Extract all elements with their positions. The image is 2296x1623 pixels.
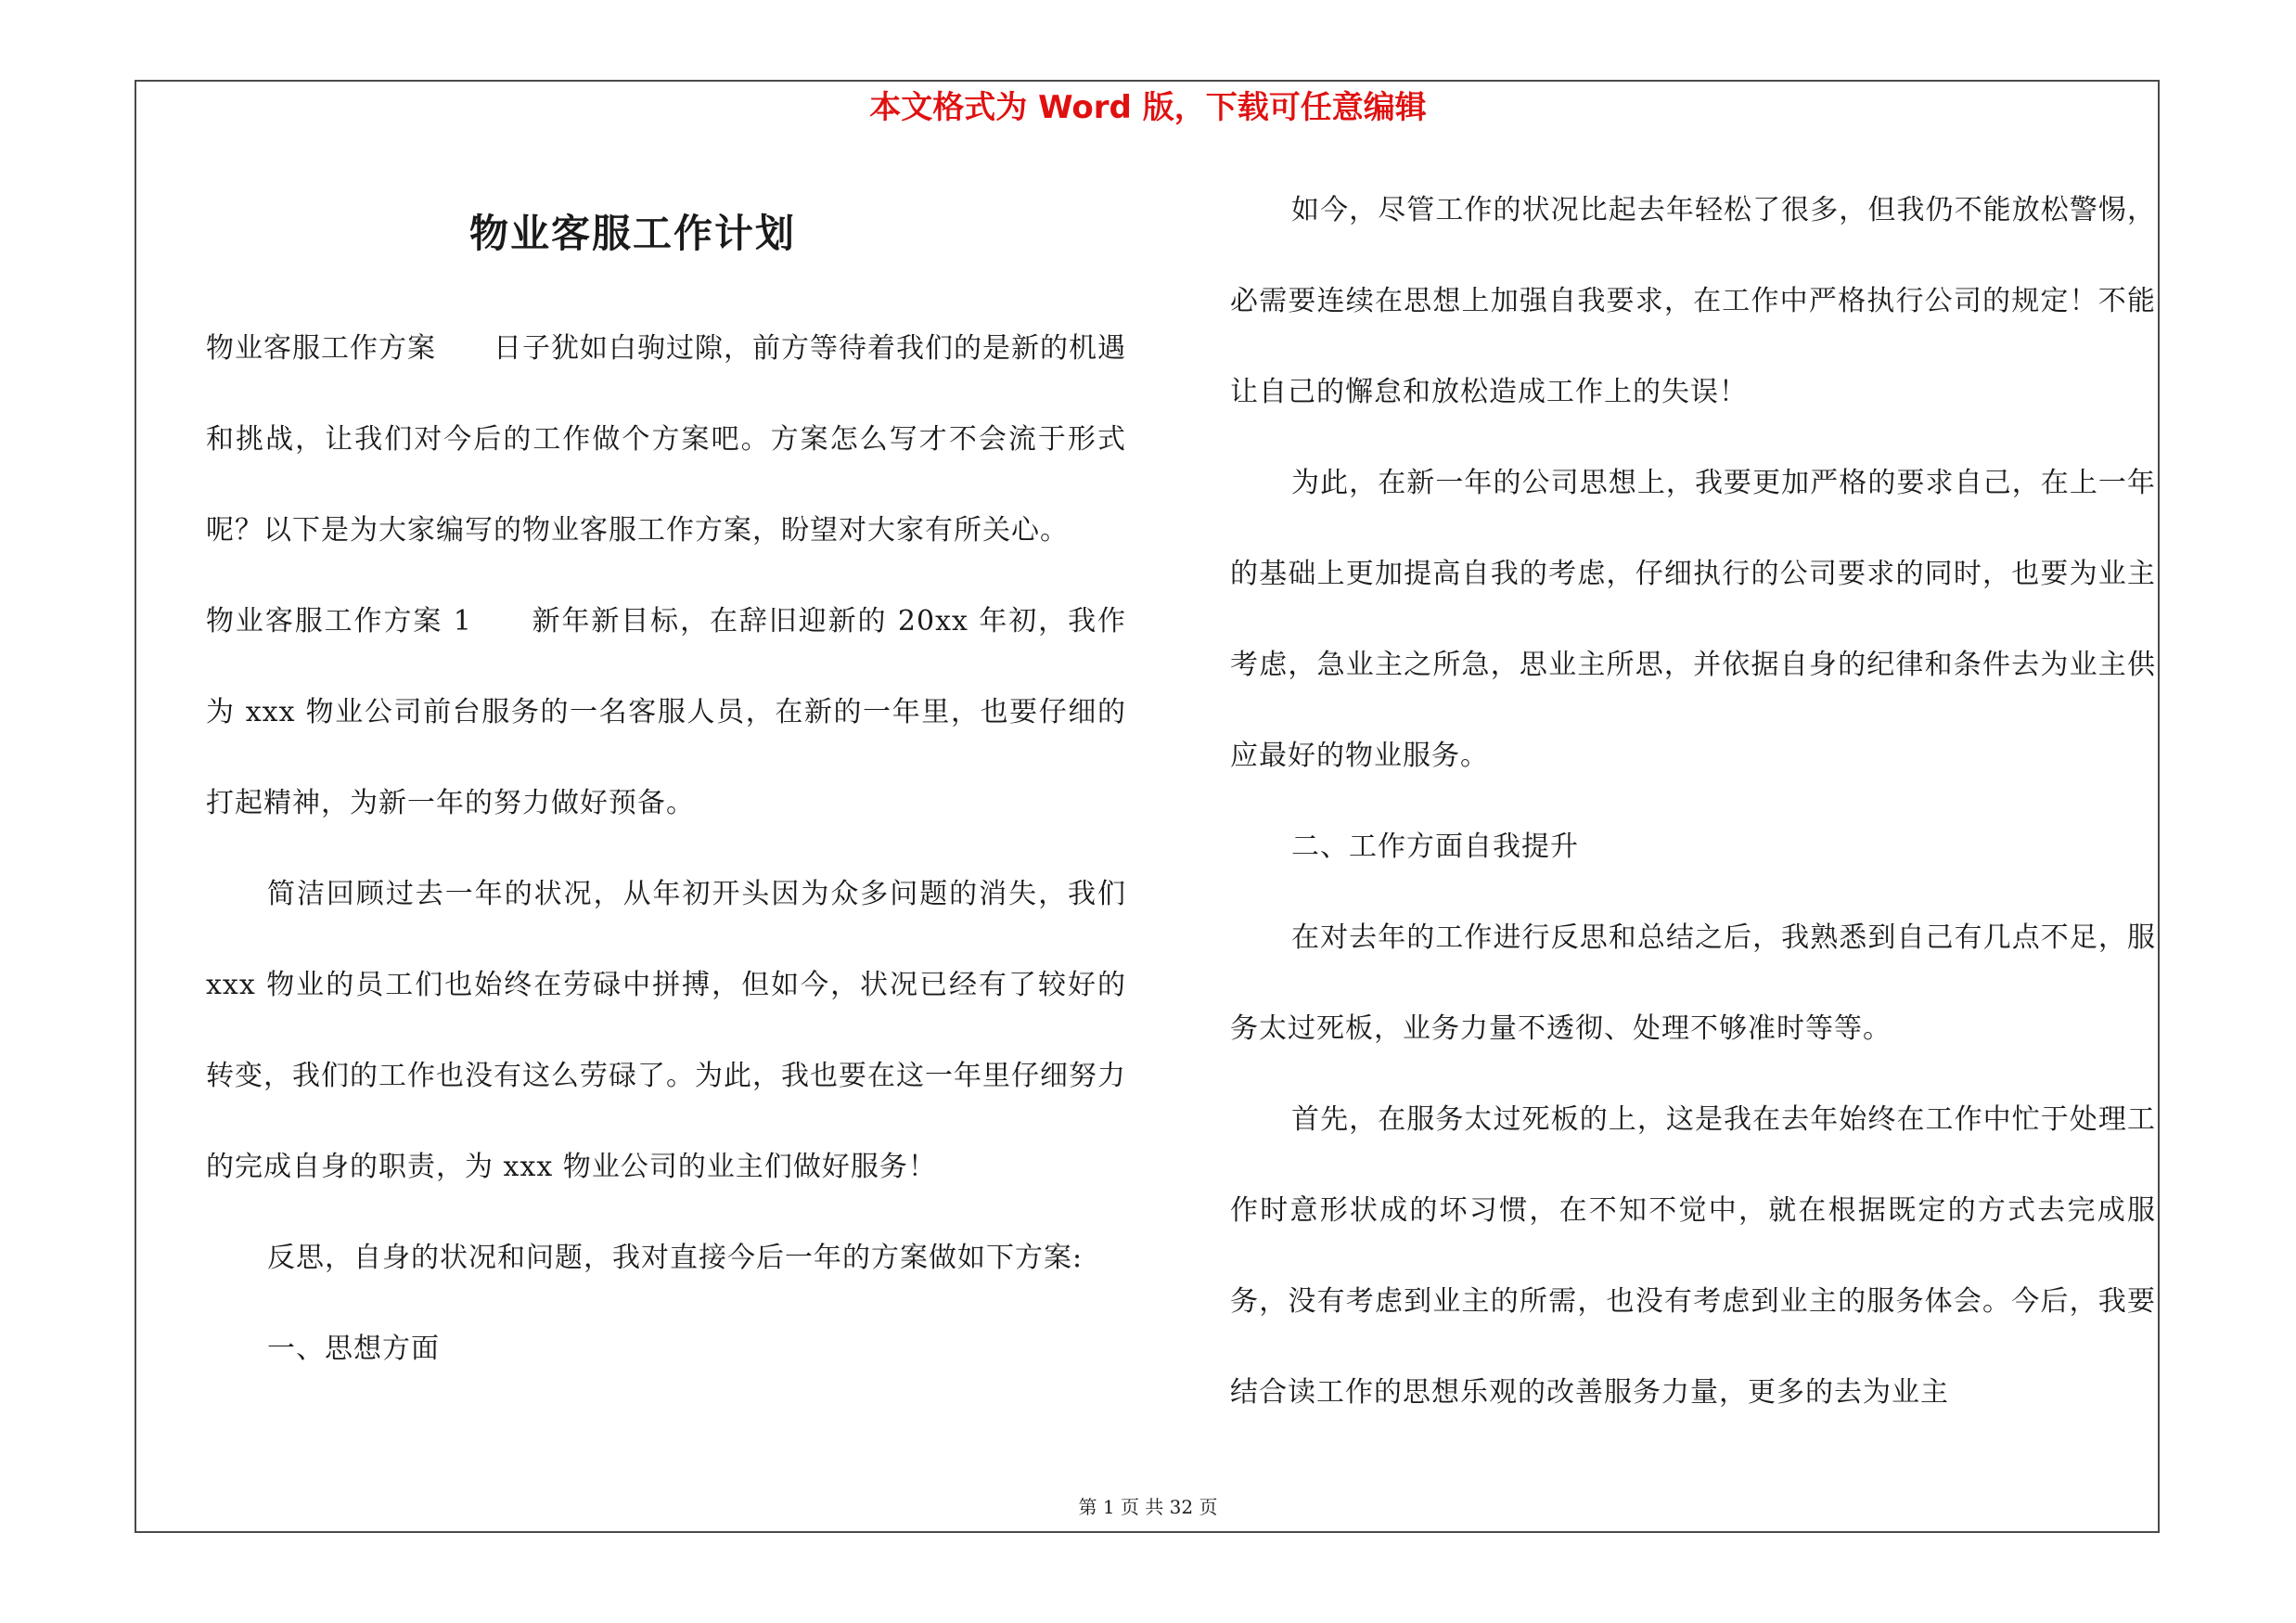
page-footer: 第 1 页 共 32 页 xyxy=(1078,1496,1218,1518)
section-heading-thought: 一、思想方面 xyxy=(267,1333,440,1365)
paragraph-first: 首先，在服务太过死板的上，这是我在去年始终在工作中忙于处理工作时意形状成的坏习惯，在不知不觉中，就在根据既定的方式去完成服务，没有考虑到业主的所需，也没有考虑到业主的服务体会。今后，我要结合读工作的思想乐观的改善服务力量，更多的去为业主 xyxy=(1230,1103,2156,1409)
paragraph-reflection: 反思，自身的状况和问题，我对直接今后一年的方案做如下方案: xyxy=(267,1242,1084,1274)
right-column-body xyxy=(1230,165,2156,1438)
paragraph-vigilance: 如今，尽管工作的状况比起去年轻松了很多，但我仍不能放松警惕，必需要连续在思想上加强自我要求，在工作中严格执行公司的规定！不能让自己的懈怠和放松造成工作上的失误！ xyxy=(1230,194,2156,408)
left-column-body xyxy=(206,303,1126,1395)
paragraph-shortcomings: 在对去年的工作进行反思和总结之后，我熟悉到自己有几点不足，服务太过死板，业务力量不透彻、处理不够准时等等。 xyxy=(1230,921,2156,1045)
section-heading-work: 二、工作方面自我提升 xyxy=(1291,831,1579,863)
paragraph-review: 简洁回顾过去一年的状况，从年初开头因为众多问题的消失，我们 xxx 物业的员工们也始终在劳碌中拼搏，但如今，状况已经有了较好的转变，我们的工作也没有这么劳碌了。为此，我也要在这一年里仔细努力的完成自身的职责，为 xxx 物业公司的业主们做好服务！ xyxy=(206,878,1126,1183)
document-title: 物业客服工作计划 xyxy=(468,211,796,256)
paragraph-plan-1: 物业客服工作方案 1 新年新目标，在辞旧迎新的 20xx 年初，我作为 xxx 物业公司前台服务的一名客服人员，在新的一年里，也要仔细的打起精神，为新一年的努力做好预备。 xyxy=(206,605,1126,819)
format-banner: 本文格式为 Word 版，下载可任意编辑 xyxy=(869,89,1427,126)
paragraph-strict: 为此，在新一年的公司思想上，我要更加严格的要求自己，在上一年的基础上更加提高自我的考虑，仔细执行的公司要求的同时，也要为业主考虑，急业主之所急，思业主所思，并依据自身的纪律和条件去为业主供应最好的物业服务。 xyxy=(1230,467,2156,772)
paragraph-intro: 物业客服工作方案 日子犹如白驹过隙，前方等待着我们的是新的机遇和挑战，让我们对今后的工作做个方案吧。方案怎么写才不会流于形式呢？以下是为大家编写的物业客服工作方案，盼望对大家有所关心。 xyxy=(206,332,1126,547)
